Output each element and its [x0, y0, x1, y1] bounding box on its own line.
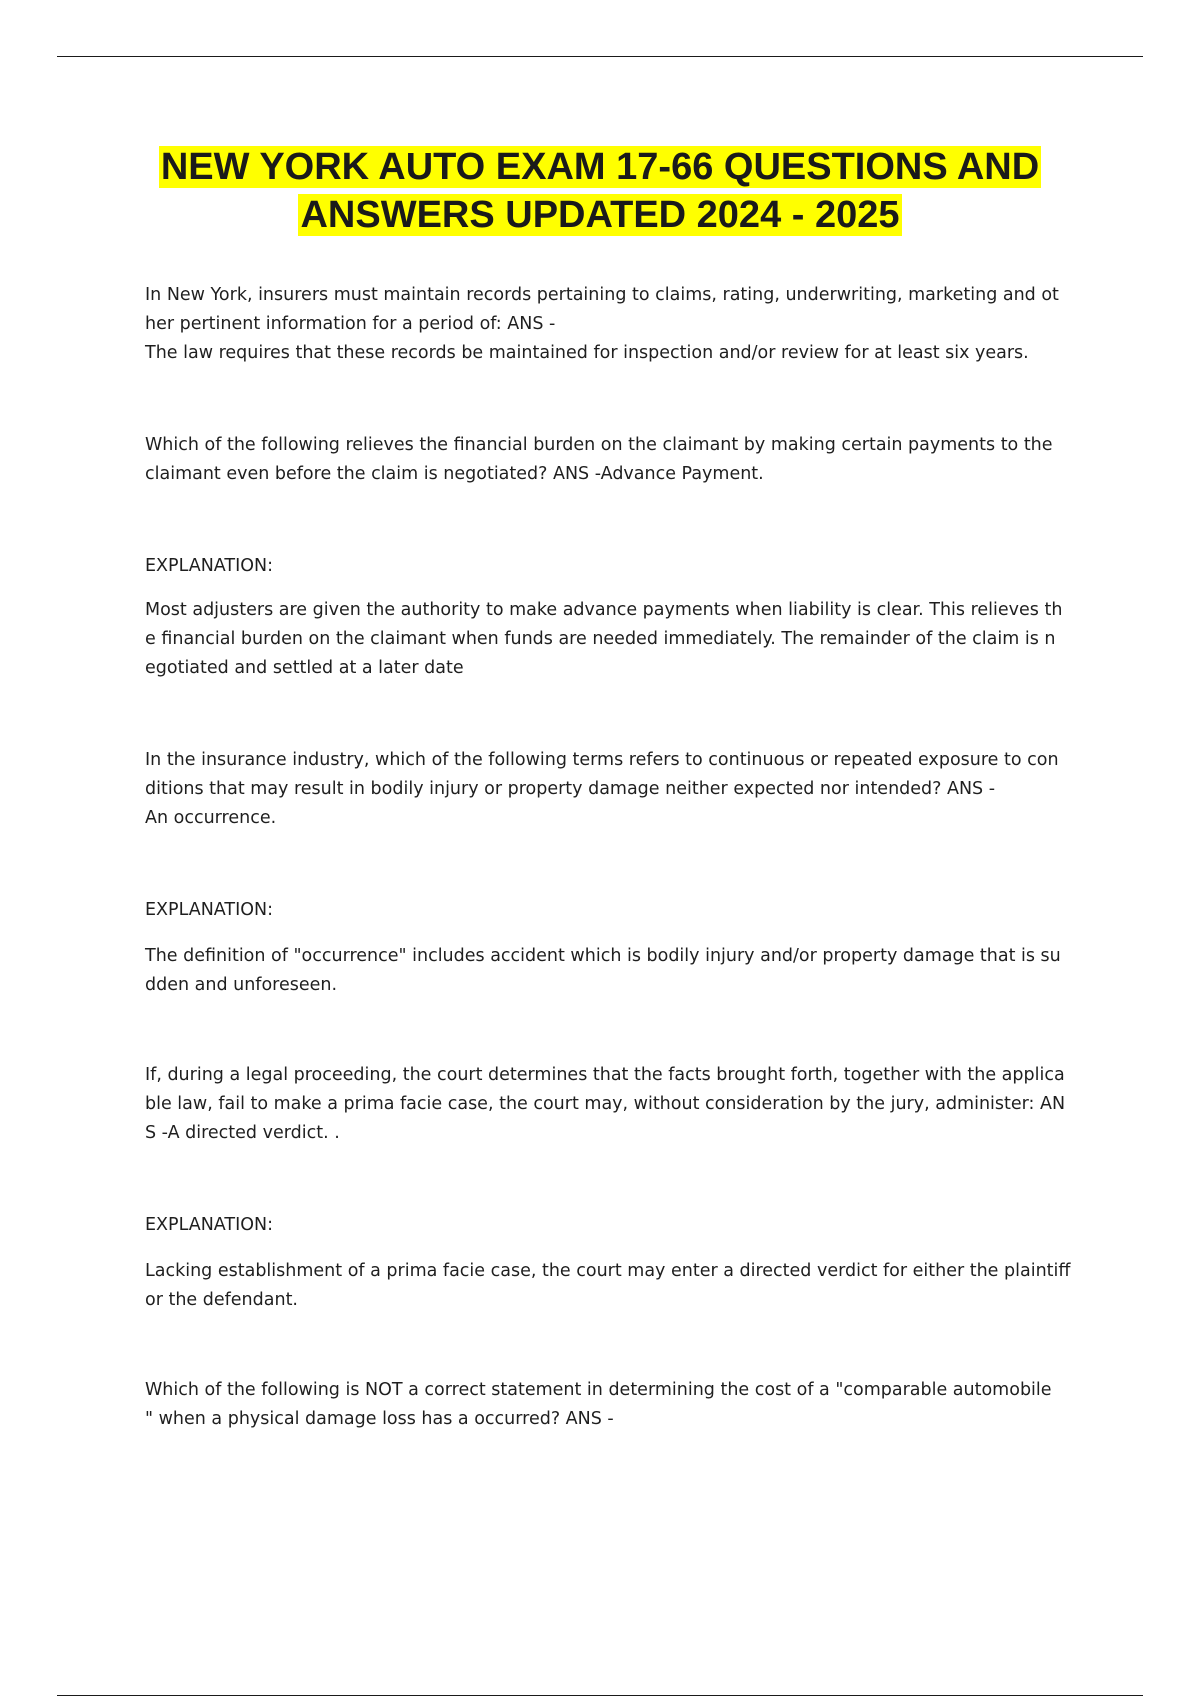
text-line: An occurrence.	[145, 808, 277, 828]
text-line: Which of the following relieves the financial burden on the claimant by making certain payments to the	[145, 435, 1053, 455]
question-directed-verdict	[145, 1061, 1090, 1148]
text-line: ble law, fail to make a prima facie case, the court may, without consideration by the jury, administer: AN	[145, 1094, 1066, 1114]
explanation-heading	[145, 552, 1090, 581]
bottom-rule	[57, 1695, 1143, 1696]
text-line: EXPLANATION:	[145, 900, 274, 920]
document-title	[0, 143, 1200, 239]
text-line: S -A directed verdict. .	[145, 1123, 340, 1143]
text-line: The definition of "occurrence" includes accident which is bodily injury and/or property damage that is su	[145, 946, 1061, 966]
question-comparable-automobile	[145, 1376, 1090, 1434]
title-line-2: ANSWERS UPDATED 2024 - 2025	[300, 194, 900, 236]
text-line: If, during a legal proceeding, the court determines that the facts brought forth, together with the applica	[145, 1065, 1065, 1085]
top-rule	[57, 56, 1143, 57]
text-line: egotiated and settled at a later date	[145, 658, 464, 678]
text-line: Which of the following is NOT a correct statement in determining the cost of a "comparable automobile	[145, 1380, 1052, 1400]
text-line: claimant even before the claim is negotiated? ANS -Advance Payment.	[145, 464, 764, 484]
explanation-occurrence	[145, 942, 1090, 1000]
text-line: dden and unforeseen.	[145, 975, 338, 995]
explanation-advance-payment	[145, 596, 1090, 683]
text-line: her pertinent information for a period of: ANS -	[145, 314, 556, 334]
text-line: Lacking establishment of a prima facie case, the court may enter a directed verdict for either the plaintiff	[145, 1261, 1071, 1281]
text-line: In the insurance industry, which of the following terms refers to continuous or repeated exposure to con	[145, 750, 1059, 770]
title-line-1: NEW YORK AUTO EXAM 17-66 QUESTIONS AND	[160, 146, 1040, 188]
text-line: In New York, insurers must maintain records pertaining to claims, rating, underwriting, marketing and ot	[145, 285, 1059, 305]
text-line: EXPLANATION:	[145, 1215, 274, 1235]
text-line: EXPLANATION:	[145, 556, 274, 576]
explanation-directed-verdict	[145, 1257, 1090, 1315]
question-occurrence	[145, 746, 1090, 833]
text-line: " when a physical damage loss has a occurred? ANS -	[145, 1409, 614, 1429]
explanation-heading	[145, 1211, 1090, 1240]
text-line: e financial burden on the claimant when funds are needed immediately. The remainder of the claim is n	[145, 629, 1056, 649]
text-line: The law requires that these records be maintained for inspection and/or review for at least six years.	[145, 343, 1029, 363]
explanation-heading	[145, 896, 1090, 925]
text-line: ditions that may result in bodily injury or property damage neither expected nor intended? ANS -	[145, 779, 996, 799]
text-line: or the defendant.	[145, 1290, 298, 1310]
question-advance-payment	[145, 431, 1090, 489]
question-records-retention	[145, 281, 1090, 368]
text-line: Most adjusters are given the authority to make advance payments when liability is clear. This relieves th	[145, 600, 1063, 620]
